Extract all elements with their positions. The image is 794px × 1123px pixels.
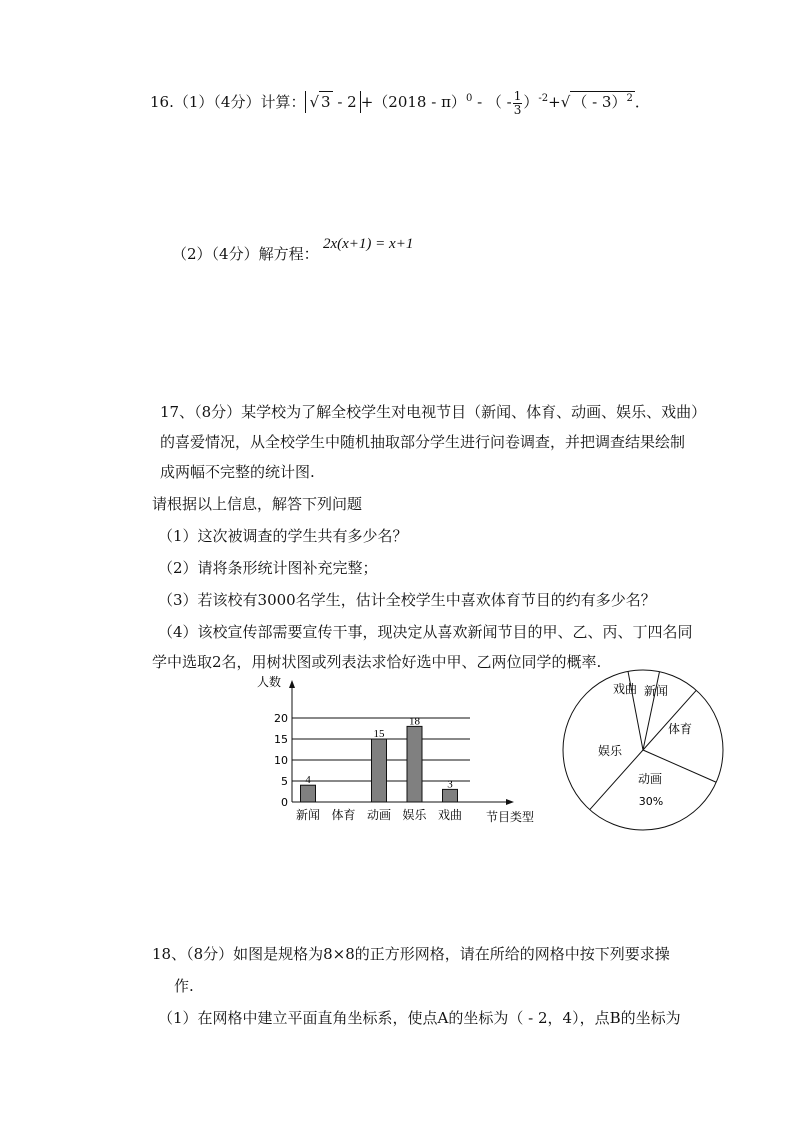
q17-line4: 请根据以上信息，解答下列问题 [152,495,363,513]
q16-power-zero-base: +（2018 - π） [360,93,466,112]
q17-sub4a: （4）该校宣传部需要宣传干事，现决定从喜欢新闻节目的甲、乙、丙、丁四名同 [158,623,693,641]
x-tick-label: 体育 [331,808,356,822]
data-label: 3 [447,778,453,791]
y-axis-label: 人数 [257,675,282,689]
fraction-denominator: 3 [513,102,522,117]
bar [372,739,387,802]
pie-percent-label: 30% [638,795,664,808]
q16-part1-prefix: 16.（1）（4分）计算： [150,93,306,112]
pie-slice-label: 体育 [667,722,693,736]
q16-part1: 16.（1）（4分）计算： √ 3 - 2 +（2018 - π）$^0$ - （ - $\frac{1}{3}$ ）$^{-2}$+√ （ - 3）$^2$ ． [150,89,650,117]
q16-end-mark: ． [634,93,650,112]
data-label: 4 [305,774,311,787]
x-axis-label: 节目类型 [486,810,535,824]
q16-exp-zero: 0 [465,93,473,105]
bar-chart [250,670,550,835]
q18-line2: 作. [174,977,194,995]
x-tick-label: 娱乐 [402,808,427,822]
y-axis-arrow [289,680,295,688]
q16-part2-prefix: （2）（4分）解方程： [172,245,319,263]
q17-sub1: （1）这次被调查的学生共有多少名？ [158,527,408,545]
q18-line1: 18、（8分）如图是规格为8×8的正方形网格，请在所给的网格中按下列要求操 [152,945,670,963]
pie-slice-label: 娱乐 [597,744,623,758]
q17-line3: 成两幅不完整的统计图. [160,463,315,481]
q17-line2: 的喜爱情况，从全校学生中随机抽取部分学生进行问卷调查，并把调查结果绘制 [160,433,686,451]
q16-exp-neg-two: -2 [538,93,549,105]
abs-value-expr: √ 3 - 2 [305,91,360,113]
radicand-exponent: 2 [626,93,633,105]
q16-equation: 2x(x+1) = x+1 [323,236,414,252]
q16-plus: + [548,93,561,112]
radicand-base: （ - 3） [572,93,627,112]
fraction-one-third [513,90,523,116]
sqrt-radicand [570,91,635,113]
fraction-numerator: 1 [513,89,522,103]
x-tick-label: 动画 [366,808,392,822]
q17-sub2: （2）请将条形统计图补充完整； [158,559,378,577]
y-tick-label: 0 [281,796,288,809]
x-axis-arrow [506,799,514,805]
abs-minus-two: - 2 [332,93,357,112]
data-label: 18 [409,715,420,728]
q18-sub1: （1）在网格中建立平面直角坐标系，使点A的坐标为（ - 2，4），点B的坐标为 [158,1009,681,1027]
bar [301,785,316,802]
x-tick-label: 戏曲 [437,808,463,822]
pie-slice-label: 新闻 [643,684,669,698]
y-tick-label: 20 [274,712,288,725]
y-tick-label: 10 [274,754,288,767]
bar [443,789,458,802]
pie-chart [560,665,730,835]
q16-neg-paren: - （ - [472,93,512,112]
pie-slice-label: 戏曲 [612,682,638,696]
x-tick-label: 新闻 [295,808,321,822]
data-label: 15 [373,728,385,740]
q17-sub4b: 学中选取2名，用树状图或列表法求恰好选中甲、乙两位同学的概率. [152,653,602,671]
bar [407,726,422,802]
y-tick-label: 5 [281,775,288,788]
q16-close-paren: ） [523,93,539,112]
q17-sub3: （3）若该校有3000名学生，估计全校学生中喜欢体育节目的约有多少名？ [158,591,656,609]
q17-line1: 17、（8分）某学校为了解全校学生对电视节目（新闻、体育、动画、娱乐、戏曲） [160,403,707,421]
sqrt-three: 3 [321,93,331,112]
y-tick-label: 15 [274,733,288,746]
pie-slice-label: 动画 [637,772,663,786]
